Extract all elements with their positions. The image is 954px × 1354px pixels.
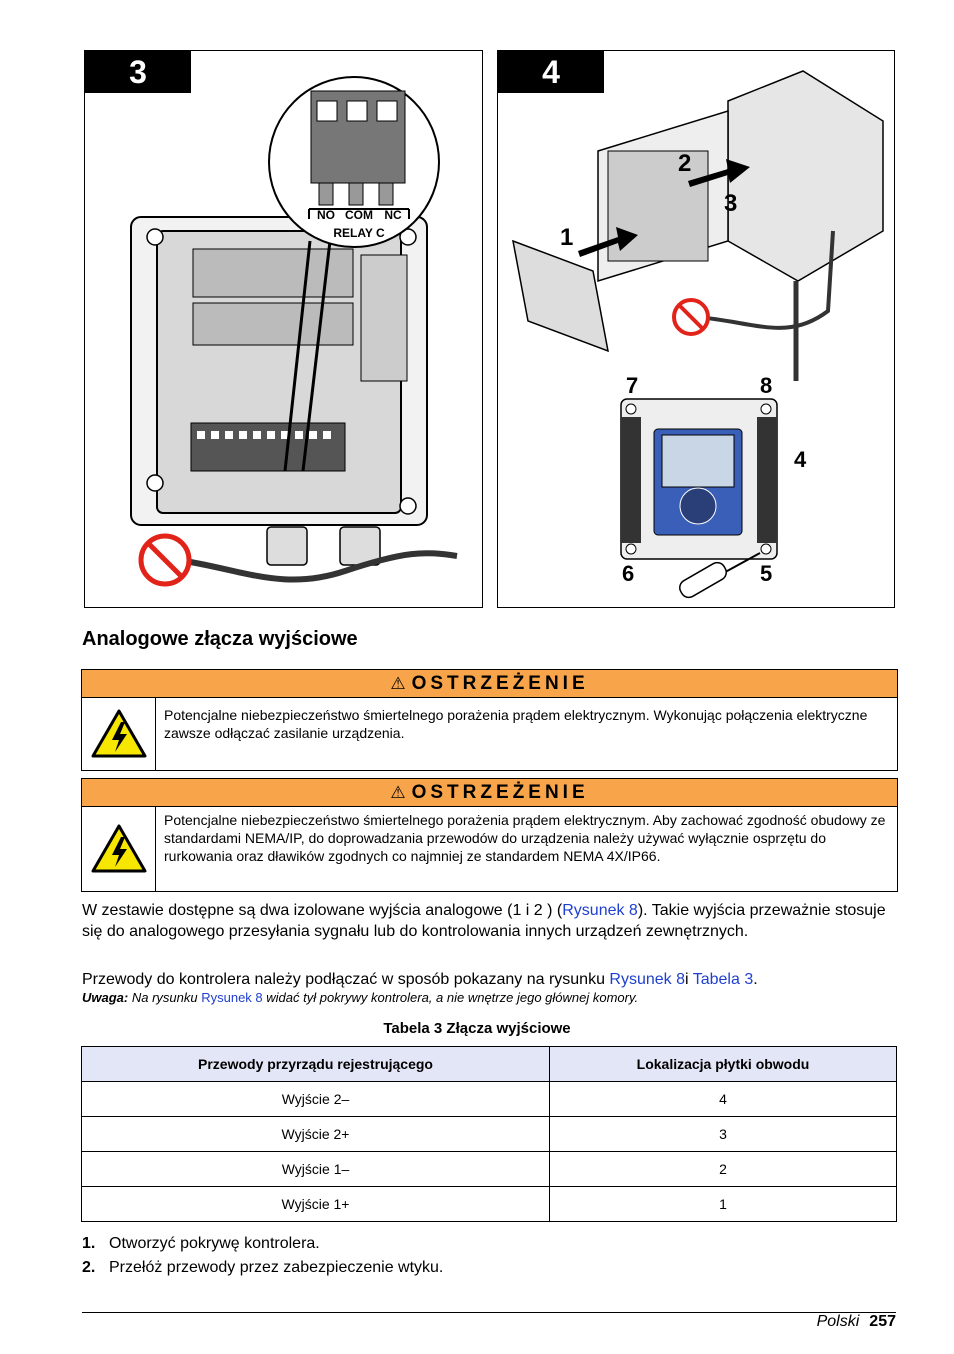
table-cell: Wyjście 1+ xyxy=(82,1187,550,1222)
step-item xyxy=(82,1235,320,1253)
warning-icon-cell xyxy=(82,807,156,891)
callout-8: 8 xyxy=(760,373,773,398)
relay-label-com: COM xyxy=(345,208,373,222)
warning-heading-text: OSTRZEŻENIE xyxy=(411,781,589,803)
figure-4-illustration xyxy=(498,51,894,607)
display-screen xyxy=(662,435,734,487)
figure-link[interactable]: Rysunek 8 xyxy=(562,902,638,919)
keypad xyxy=(680,488,716,524)
warning-heading xyxy=(82,779,897,807)
table-header-row xyxy=(82,1047,897,1082)
controller-side xyxy=(757,417,777,543)
warning-box xyxy=(81,778,898,892)
table-row xyxy=(82,1082,897,1117)
warning-heading xyxy=(82,670,897,698)
table-cell: 3 xyxy=(550,1117,897,1152)
warning-triangle-icon: ⚠ xyxy=(390,673,406,693)
table-header: Lokalizacja płytki obwodu xyxy=(550,1047,897,1082)
table-cell: Wyjście 1– xyxy=(82,1152,550,1187)
table-cell: Wyjście 2+ xyxy=(82,1117,550,1152)
table-row xyxy=(82,1117,897,1152)
footer-divider xyxy=(82,1312,896,1313)
warning-text: Potencjalne niebezpieczeństwo śmiertelnego porażenia prądem elektrycznym. Wykonując połączenia elektryczne zawsze odłączać zasilanie urządzenia. xyxy=(164,707,868,741)
paragraph-outputs: W zestawie dostępne są dwa izolowane wyjścia analogowe (1 i 2 ) (Rysunek 8). Takie wyjścia przeważnie stosuje się do analogowego przesyłania sygnału lub do kontrolowania innych urządzeń zewnętrznych. xyxy=(82,902,886,940)
warning-icon-cell xyxy=(82,698,156,770)
table-row xyxy=(82,1187,897,1222)
module-mid xyxy=(193,303,353,345)
warning-box xyxy=(81,669,898,771)
table-cell: 4 xyxy=(550,1082,897,1117)
table-row xyxy=(82,1152,897,1187)
warning-triangle-icon: ⚠ xyxy=(390,782,406,802)
footer-language: Polski xyxy=(816,1313,860,1330)
warning-heading-text: OSTRZEŻENIE xyxy=(411,672,589,694)
corner-screw xyxy=(626,404,636,414)
table-cell: 2 xyxy=(550,1152,897,1187)
figure-3-illustration xyxy=(85,51,482,607)
no-power-icon xyxy=(674,300,708,334)
table-cell: 1 xyxy=(550,1187,897,1222)
no-power-icon xyxy=(141,536,189,584)
callout-6: 6 xyxy=(622,561,635,586)
figure-link[interactable]: Rysunek 8 xyxy=(201,990,263,1005)
paragraph-wiring: Przewody do kontrolera należy podłączać w sposób pokazany na rysunku Rysunek 8i Tabela 3. xyxy=(82,971,758,988)
callout-4: 4 xyxy=(794,447,807,472)
relay-block xyxy=(191,423,345,471)
section-title: Analogowe złącza wyjściowe xyxy=(82,628,358,650)
screwdriver-handle xyxy=(677,560,729,601)
step-text: Przełóż przewody przez zabezpieczenie wtyku. xyxy=(109,1259,444,1276)
callout-3: 3 xyxy=(724,190,738,217)
figure-3-tag: 3 xyxy=(85,51,191,93)
front-cover xyxy=(513,241,608,351)
figure-4-tag: 4 xyxy=(498,51,604,93)
table-header: Przewody przyrządu rejestrującego xyxy=(82,1047,550,1082)
power-cable xyxy=(185,553,457,579)
corner-screw xyxy=(761,544,771,554)
page-number: 257 xyxy=(869,1313,896,1330)
corner-screw xyxy=(626,544,636,554)
figure-link[interactable]: Rysunek 8 xyxy=(609,971,685,988)
relay-label-nc: NC xyxy=(384,208,402,222)
corner-screw xyxy=(147,229,163,245)
relay-name: RELAY C xyxy=(333,226,385,240)
corner-screw xyxy=(147,475,163,491)
relay-label-no: NO xyxy=(317,208,335,222)
step-item xyxy=(82,1259,443,1277)
warning-text: Potencjalne niebezpieczeństwo śmiertelnego porażenia prądem elektrycznym. Aby zachować zgodność obudowy ze standardami NEMA/IP, do doprowadzania przewodów do urządzenia należy używać wyłącznie osprzętu do rurkowania oraz dławików zgodnych co najmniej ze standardem NEMA 4X/IP66. xyxy=(164,812,886,864)
note-label: Uwaga: xyxy=(82,990,129,1005)
callout-2: 2 xyxy=(678,150,692,177)
table-cell: Wyjście 2– xyxy=(82,1082,550,1117)
table-caption: Tabela 3 Złącza wyjściowe xyxy=(383,1020,571,1037)
figure-3 xyxy=(84,50,483,608)
callout-5: 5 xyxy=(760,561,773,586)
step-text: Otworzyć pokrywę kontrolera. xyxy=(109,1235,320,1252)
corner-screw xyxy=(761,404,771,414)
callout-7: 7 xyxy=(626,373,639,398)
figure-4 xyxy=(497,50,895,608)
callout-1: 1 xyxy=(560,224,574,251)
page-footer xyxy=(817,1313,896,1331)
output-connections-table xyxy=(81,1046,897,1222)
cable-gland-left xyxy=(267,527,307,565)
controller-side xyxy=(621,417,641,543)
electric-shock-warning-icon xyxy=(90,823,148,875)
module-right xyxy=(361,255,407,381)
step-number: 2. xyxy=(82,1259,96,1276)
corner-screw xyxy=(400,498,416,514)
note: Uwaga: Na rysunku Rysunek 8 widać tył pokrywy kontrolera, a nie wnętrze jego głównej komory. xyxy=(82,990,639,1005)
step-number: 1. xyxy=(82,1235,96,1252)
controller-enclosure xyxy=(728,71,883,281)
table-link[interactable]: Tabela 3 xyxy=(692,971,754,988)
electric-shock-warning-icon xyxy=(90,708,148,760)
